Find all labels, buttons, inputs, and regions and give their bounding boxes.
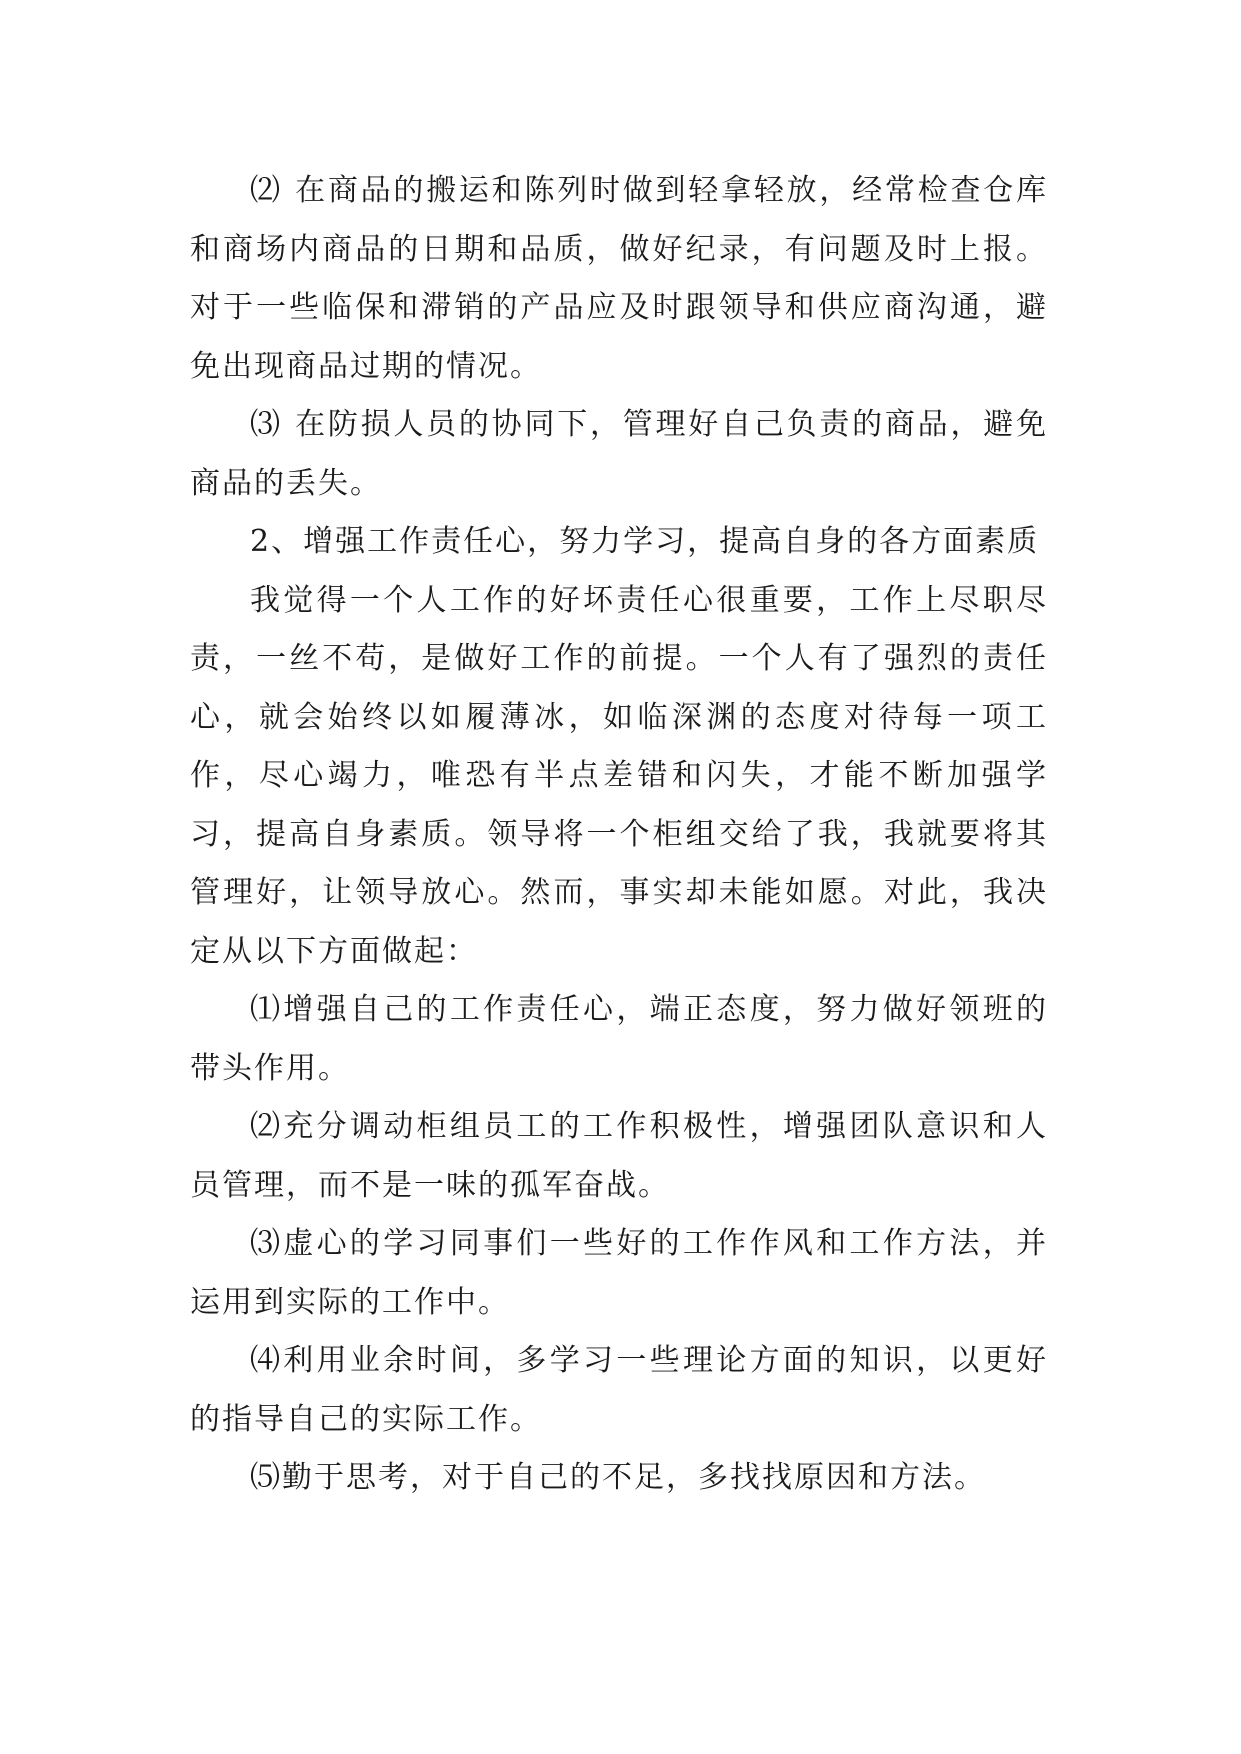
list-item-5: ⑸勤于思考，对于自己的不足，多找找原因和方法。 [250,1460,986,1495]
paragraph-loss-prevention: ⑶ 在防损人员的协同下，管理好自己负责的商品，避免商品的丢失。 [190,407,1048,501]
section-heading-responsibility: 2、增强工作责任心，努力学习，提高自身的各方面素质 [250,524,1040,559]
list-item-1: ⑴增强自己的工作责任心，端正态度，努力做好领班的带头作用。 [190,992,1048,1086]
list-item-4: ⑷利用业余时间，多学习一些理论方面的知识，以更好的指导自己的实际工作。 [190,1343,1048,1437]
paragraph-handling-goods: ⑵ 在商品的搬运和陈列时做到轻拿轻放，经常检查仓库和商场内商品的日期和品质，做好纪录，有问题及时上报。对于一些临保和滞销的产品应及时跟领导和供应商沟通，避免出现商品过期的情况。 [190,173,1048,384]
list-item-2: ⑵充分调动柜组员工的工作积极性，增强团队意识和人员管理，而不是一味的孤军奋战。 [190,1109,1048,1203]
document-body [190,162,1048,1508]
paragraph-responsibility: 我觉得一个人工作的好坏责任心很重要，工作上尽职尽责，一丝不苟，是做好工作的前提。一个人有了强烈的责任心，就会始终以如履薄冰，如临深渊的态度对待每一项工作，尽心竭力，唯恐有半点差错和闪失，才能不断加强学习，提高自身素质。领导将一个柜组交给了我，我就要将其管理好，让领导放心。然而，事实却未能如愿。对此，我决定从以下方面做起： [190,582,1048,969]
list-item-3: ⑶虚心的学习同事们一些好的工作作风和工作方法，并运用到实际的工作中。 [190,1226,1048,1320]
